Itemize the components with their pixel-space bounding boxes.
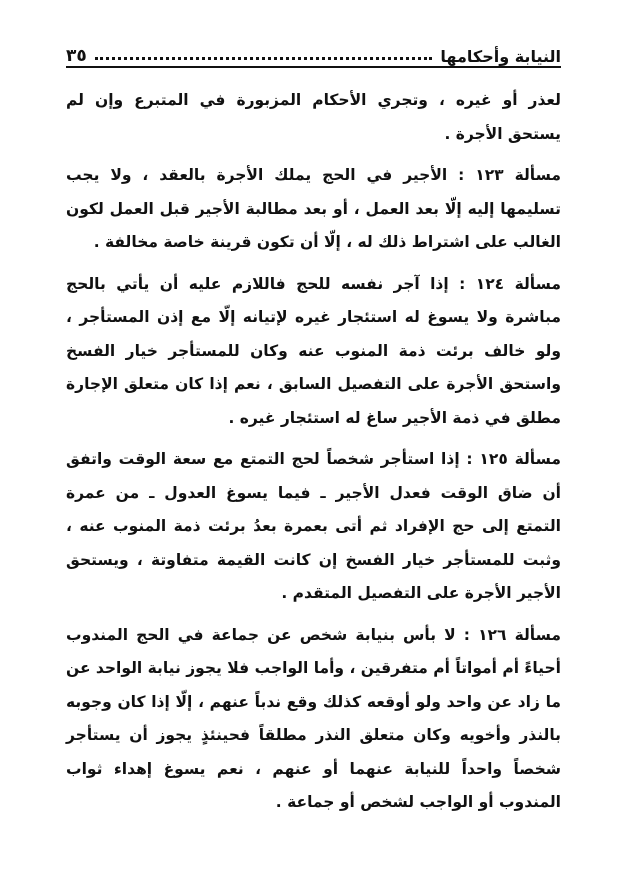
paragraph-text: لا بأس بنيابة شخص عن جماعة في الحج المندوب أحياءً أم أمواتاً أم متفرقين ، وأما الواجب فلا يجوز نيابة الواحد عن ما زاد عن واحد ولو أوقعه كذلك وقع ندباً عنهم ، إلّا إذا كان وجوبه بالنذر وأخويه وكان متعلق النذر مطلقاً فحينئذٍ يجوز أن يستأجر شخصاً واحداً للنيابة عنهما أو عنهم ، نعم يسوغ إهداء ثواب المندوب أو الواجب لشخص أو جماعة . xyxy=(66,625,561,811)
issue-label: مسألة ١٢٤ : xyxy=(459,274,561,293)
header-rule xyxy=(66,66,561,68)
paragraph-text: الأجير في الحج يملك الأجرة بالعقد ، ولا يجب تسليمها إليه إلّا بعد العمل ، أو بعد مطالبة الأجير قبل العمل لكون الغالب على اشتراط ذلك له ، إلّا أن تكون قرينة خاصة مخالفة . xyxy=(66,166,561,251)
paragraph-issue-124 xyxy=(66,268,561,436)
paragraph-issue-123 xyxy=(66,159,561,260)
issue-label: مسألة ١٢٥ : xyxy=(466,450,561,468)
paragraph-text: إذا استأجر شخصاً لحج التمتع مع سعة الوقت واتفق أن ضاق الوقت فعدل الأجير ـ فيما يسوغ العدول ـ من عمرة التمتع إلى حج الإفراد ثم أتى بعمرة بعدُ برئت ذمة المنوب عنه ، وثبت للمستأجر خيار الفسخ إن كانت القيمة متفاوتة ، ويستحق الأجير الأجرة على التفصيل المتقدم . xyxy=(66,450,561,602)
paragraph-continuation xyxy=(66,84,561,151)
paragraph-issue-126 xyxy=(66,619,561,820)
issue-label: مسألة ١٢٣ : xyxy=(458,166,561,184)
paragraph-issue-125 xyxy=(66,443,561,611)
running-title: النيابة وأحكامها xyxy=(440,47,561,66)
page-header xyxy=(66,30,561,66)
page-number: ٣٥ xyxy=(66,46,87,66)
issue-label: مسألة ١٢٦ : xyxy=(463,625,561,644)
dotted-leader xyxy=(95,57,433,60)
paragraph-text: إذا آجر نفسه للحج فاللازم عليه أن يأتي بالحج مباشرة ولا يسوغ له استئجار غيره لإتيانه إلّا مع إذن المستأجر ، ولو خالف برئت ذمة المنوب عنه وكان للمستأجر خيار الفسخ واستحق الأجرة على التفصيل السابق ، نعم إذا كان متعلق الإجارة مطلق في ذمة الأجير ساغ له استئجار غيره . xyxy=(66,274,561,427)
paragraph-text: لعذر أو غيره ، وتجري الأحكام المزبورة في المتبرع وإن لم يستحق الأجرة . xyxy=(66,91,561,143)
page-body xyxy=(66,84,561,828)
